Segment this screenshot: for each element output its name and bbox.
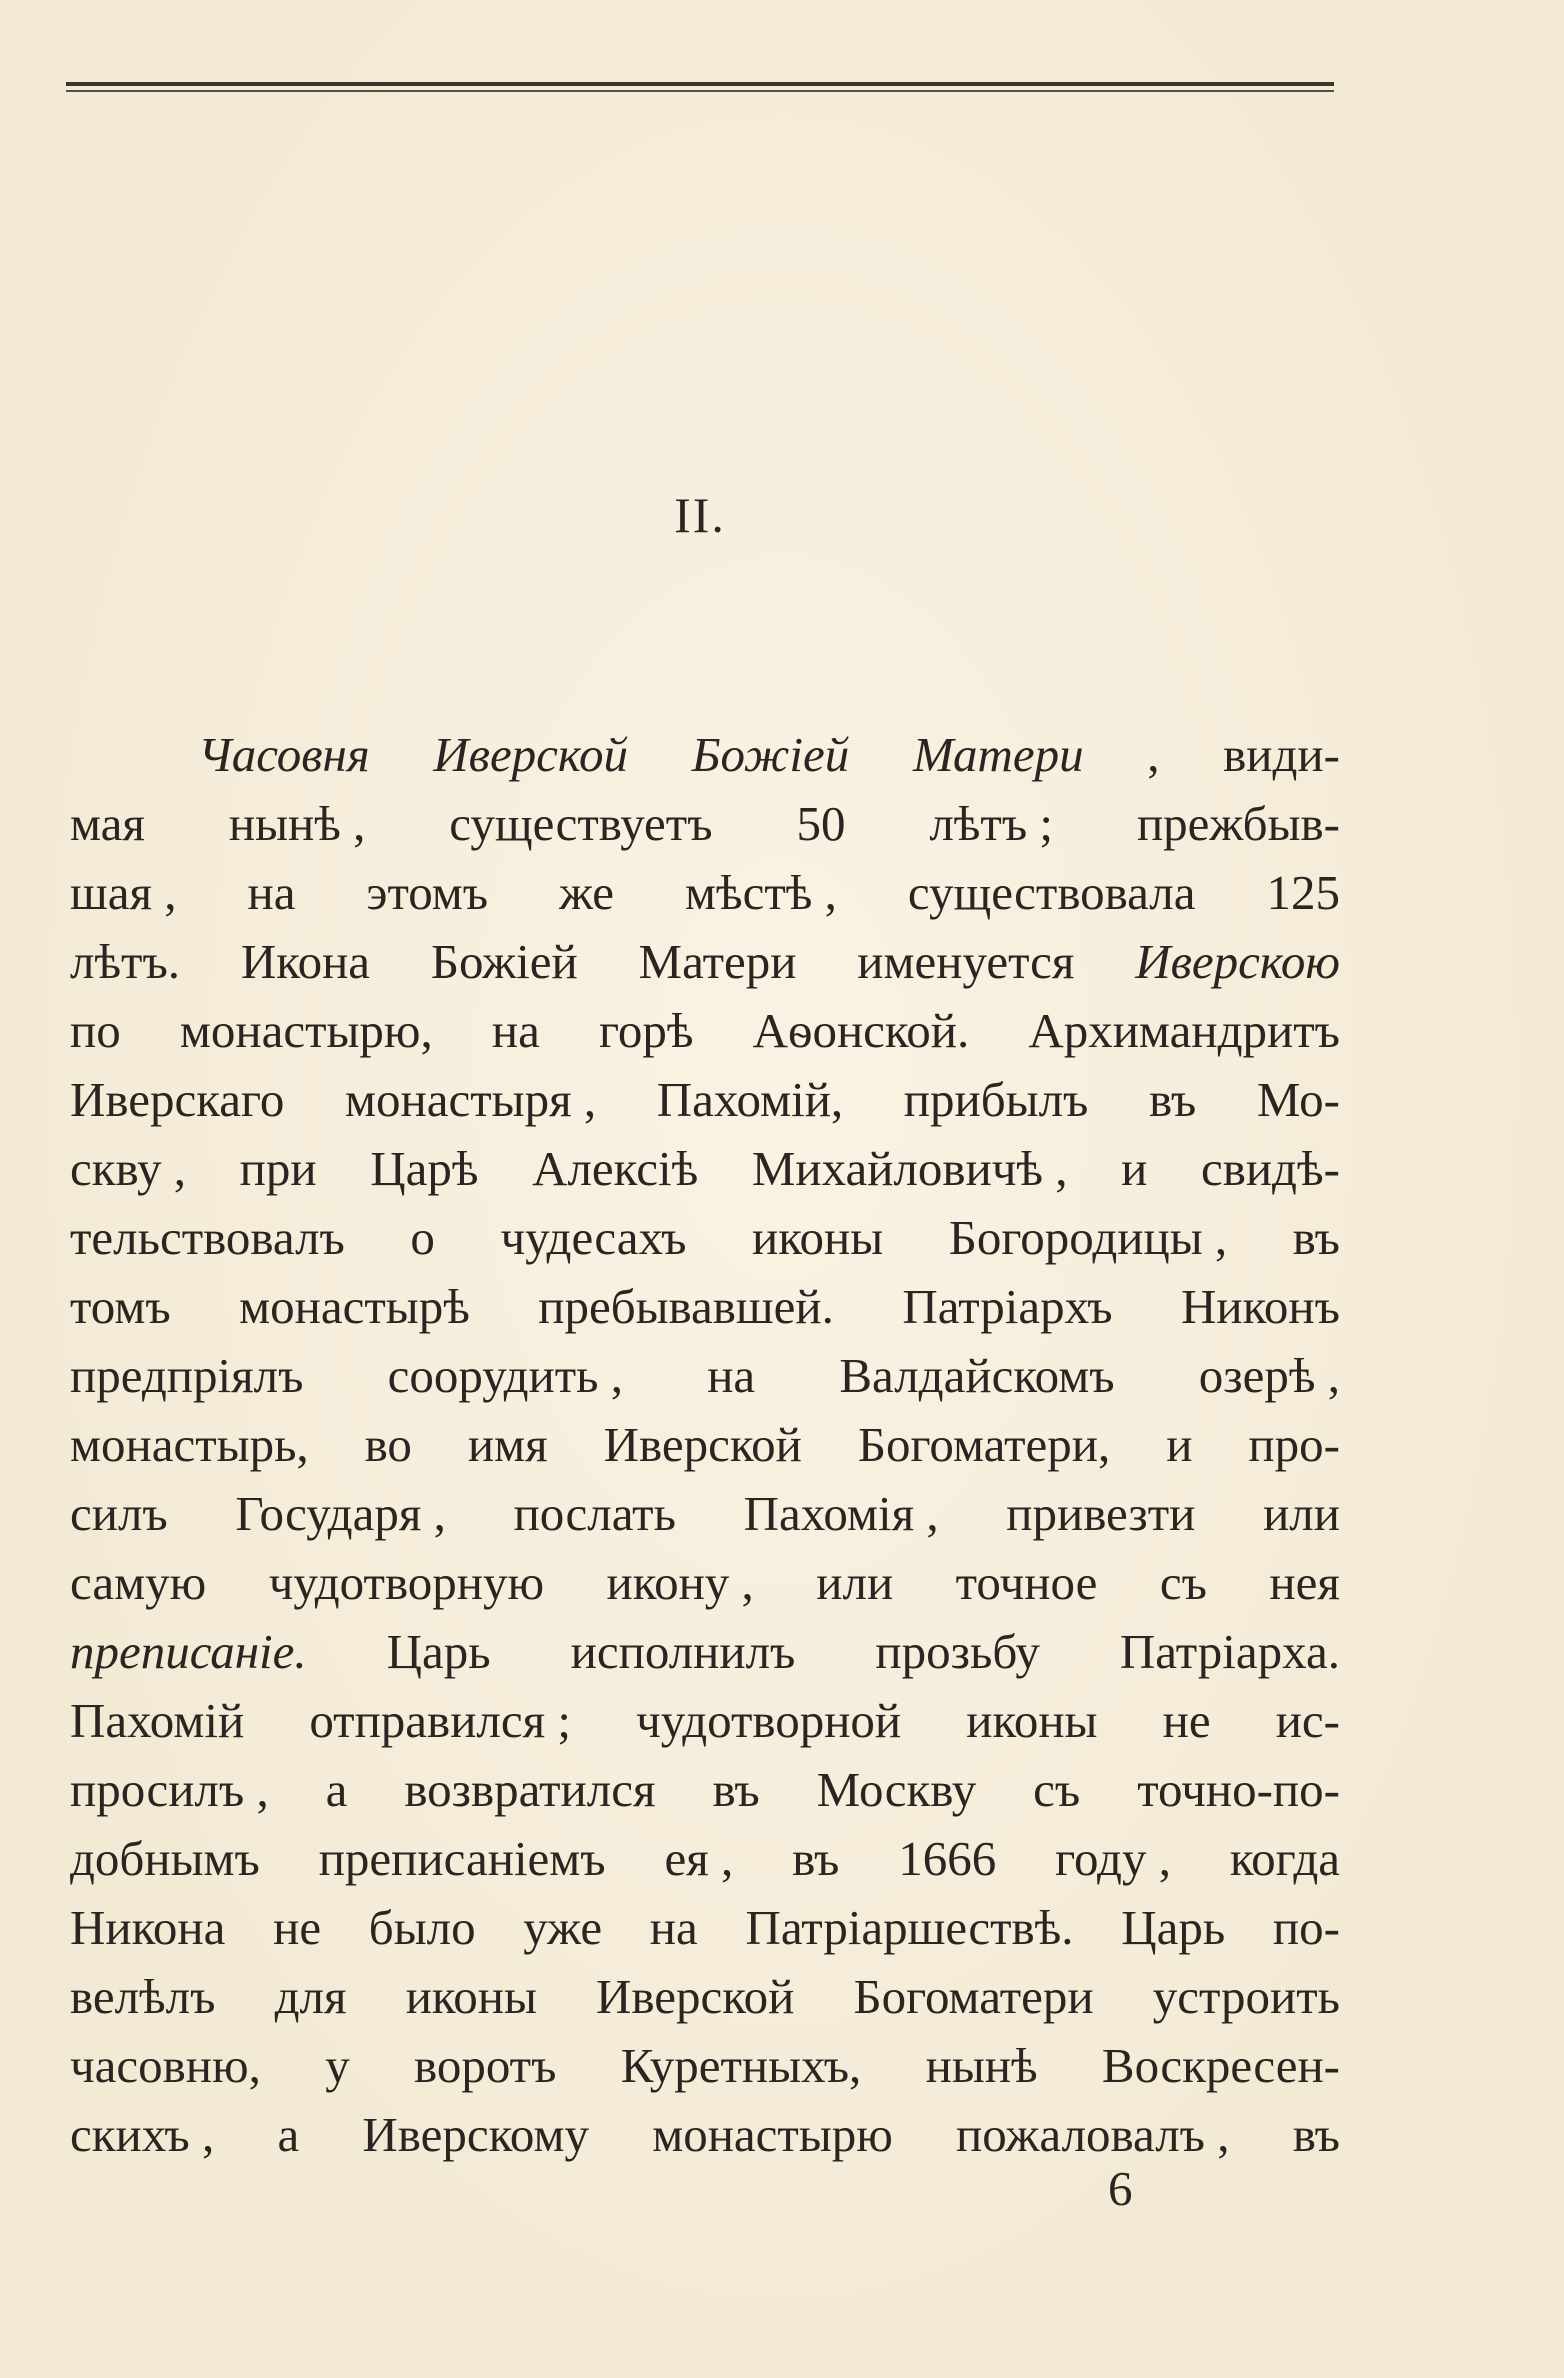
word: лѣтъ ; [929,796,1054,851]
word: въ [1292,1210,1340,1265]
text-line [70,2100,1340,2169]
header-rule [66,82,1334,86]
word: , [1147,727,1160,782]
text-line [70,927,1340,996]
word: про- [1248,1417,1340,1472]
word: чудотворную [268,1555,545,1610]
word: на [649,1900,698,1955]
word: прежбыв- [1136,796,1340,851]
word: монастырѣ [239,1279,470,1334]
text-line [70,1134,1340,1203]
word: по [70,1003,121,1058]
word: томъ [70,1279,171,1334]
word: Божіей [691,727,850,782]
word: отправился ; [309,1693,572,1748]
word: соорудить , [387,1348,624,1403]
word: горѣ [598,1003,694,1058]
word: Иверской [433,727,628,782]
word: Валдайскомъ [839,1348,1115,1403]
word: въ [712,1762,760,1817]
word: Патріархъ [902,1279,1113,1334]
word: когда [1229,1831,1340,1886]
word: 1666 [898,1831,997,1886]
text-line [70,1341,1340,1410]
word: Пахомій, [656,1072,844,1127]
text-line [70,1410,1340,1479]
word: на [247,865,296,920]
word: съ [1033,1762,1081,1817]
word: точное [955,1555,1098,1610]
word: Богоматери [853,1969,1094,2024]
word: добнымъ [70,1831,260,1886]
word: съ [1159,1555,1207,1610]
text-line [70,1617,1340,1686]
word: возвратился [404,1762,656,1817]
word: 125 [1266,865,1340,920]
word: нынѣ , [228,796,366,851]
word: существуетъ [449,796,713,851]
word: Михайловичѣ , [751,1141,1068,1196]
word: ея , [664,1831,734,1886]
text-line [70,1824,1340,1893]
word: Иверскаго [70,1072,285,1127]
text-line [70,1479,1340,1548]
text-line [70,1755,1340,1824]
word: исполнилъ [570,1624,796,1679]
word: 50 [796,796,846,851]
word: у [325,2038,350,2093]
word: Куретныхъ, [620,2038,862,2093]
word: для [274,1969,347,2024]
text-line [70,858,1340,927]
text-line [70,1065,1340,1134]
word: тельствовалъ [70,1210,345,1265]
word: имя [467,1417,548,1472]
text-line [70,1272,1340,1341]
text-line [70,1548,1340,1617]
word: пожаловалъ , [956,2107,1230,2162]
word: Алексіѣ [532,1141,699,1196]
word: Богородицы , [948,1210,1228,1265]
word: Москву [816,1762,977,1817]
word: преписаніе. [70,1624,307,1679]
word: монастырю, [179,1003,433,1058]
chapter-number: II. [674,487,726,543]
word: Иверской [603,1417,802,1472]
word: мѣстѣ , [685,865,837,920]
word: Царѣ [370,1141,479,1196]
word: привезти [1006,1486,1196,1541]
word: иконы [752,1210,884,1265]
word: а [325,1762,348,1817]
word: на [491,1003,540,1058]
word: лѣтъ. [70,934,181,989]
word: Богоматери, [857,1417,1111,1472]
word: чудотворной [636,1693,902,1748]
word: прибылъ [903,1072,1089,1127]
word: было [368,1900,476,1955]
word: Патріарха. [1119,1624,1340,1679]
word: не [1162,1693,1211,1748]
word: же [559,865,615,920]
word: монастырю [652,2107,893,2162]
word: въ [1292,2107,1340,2162]
word: икону , [606,1555,754,1610]
word: преписаніемъ [318,1831,606,1886]
word: на [707,1348,756,1403]
text-line [70,996,1340,1065]
word: Пахомій [70,1693,245,1748]
word: Царь [386,1624,491,1679]
header-rule-thin [66,90,1334,92]
word: предпріялъ [70,1348,304,1403]
word: ис- [1275,1693,1340,1748]
word: види- [1223,727,1340,782]
text-line [70,1893,1340,1962]
word: силъ [70,1486,168,1541]
word: озерѣ , [1198,1348,1340,1403]
word: нынѣ [925,2038,1038,2093]
text-line [70,2031,1340,2100]
paragraph [70,720,1340,2169]
word: Иверской [596,1969,795,2024]
word: часовню, [70,2038,261,2093]
word: Воскресен- [1101,2038,1340,2093]
word: Божіей [430,934,578,989]
word: именуется [857,934,1075,989]
word: Никона [70,1900,226,1955]
word: о [410,1210,435,1265]
word: самую [70,1555,207,1610]
word: монастырь, [70,1417,309,1472]
word: Иверскою [1135,934,1340,989]
word: во [364,1417,412,1472]
word: или [1263,1486,1340,1541]
word: Матери [638,934,797,989]
word: шая , [70,865,177,920]
word: свидѣ- [1200,1141,1340,1196]
text-line [70,1203,1340,1272]
text-line [70,720,1340,789]
word: при [239,1141,317,1196]
word: въ [1148,1072,1197,1127]
word: иконы [966,1693,1098,1748]
word: нея [1269,1555,1340,1610]
word: уже [523,1900,603,1955]
word: Государя , [235,1486,446,1541]
word: велѣлъ [70,1969,216,2024]
word: скву , [70,1141,187,1196]
word: или [816,1555,894,1610]
word: просилъ , [70,1762,269,1817]
word: прозьбу [875,1624,1040,1679]
word: году , [1055,1831,1171,1886]
word: существовала [907,865,1196,920]
signature-mark: 6 [1108,2161,1133,2216]
word: Пахомія , [743,1486,939,1541]
word: въ [792,1831,840,1886]
word: Икона [240,934,371,989]
text-line [70,1686,1340,1755]
word: скихъ , [70,2107,215,2162]
word: по- [1272,1900,1340,1955]
word: воротъ [414,2038,557,2093]
word: и [1166,1417,1193,1472]
word: Никонъ [1180,1279,1340,1334]
word: монастыря , [345,1072,597,1127]
word: а [277,2107,300,2162]
word: Иверскому [362,2107,589,2162]
word: иконы [405,1969,537,2024]
word: точно-по- [1137,1762,1340,1817]
word: не [273,1900,322,1955]
word: Мо- [1256,1072,1340,1127]
word: устроить [1152,1969,1340,2024]
word: Патріаршествѣ. [745,1900,1074,1955]
text-line [70,1962,1340,2031]
word: Часовня [198,727,370,782]
text-line [70,789,1340,858]
word: пребывавшей. [538,1279,834,1334]
word: Архимандритъ [1028,1003,1340,1058]
word: этомъ [366,865,489,920]
word: Матери [912,727,1084,782]
word: Царь [1121,1900,1226,1955]
word: мая [70,796,145,851]
word: Аѳонской. [752,1003,970,1058]
word: послать [513,1486,676,1541]
word: и [1121,1141,1148,1196]
word: чудесахъ [500,1210,687,1265]
